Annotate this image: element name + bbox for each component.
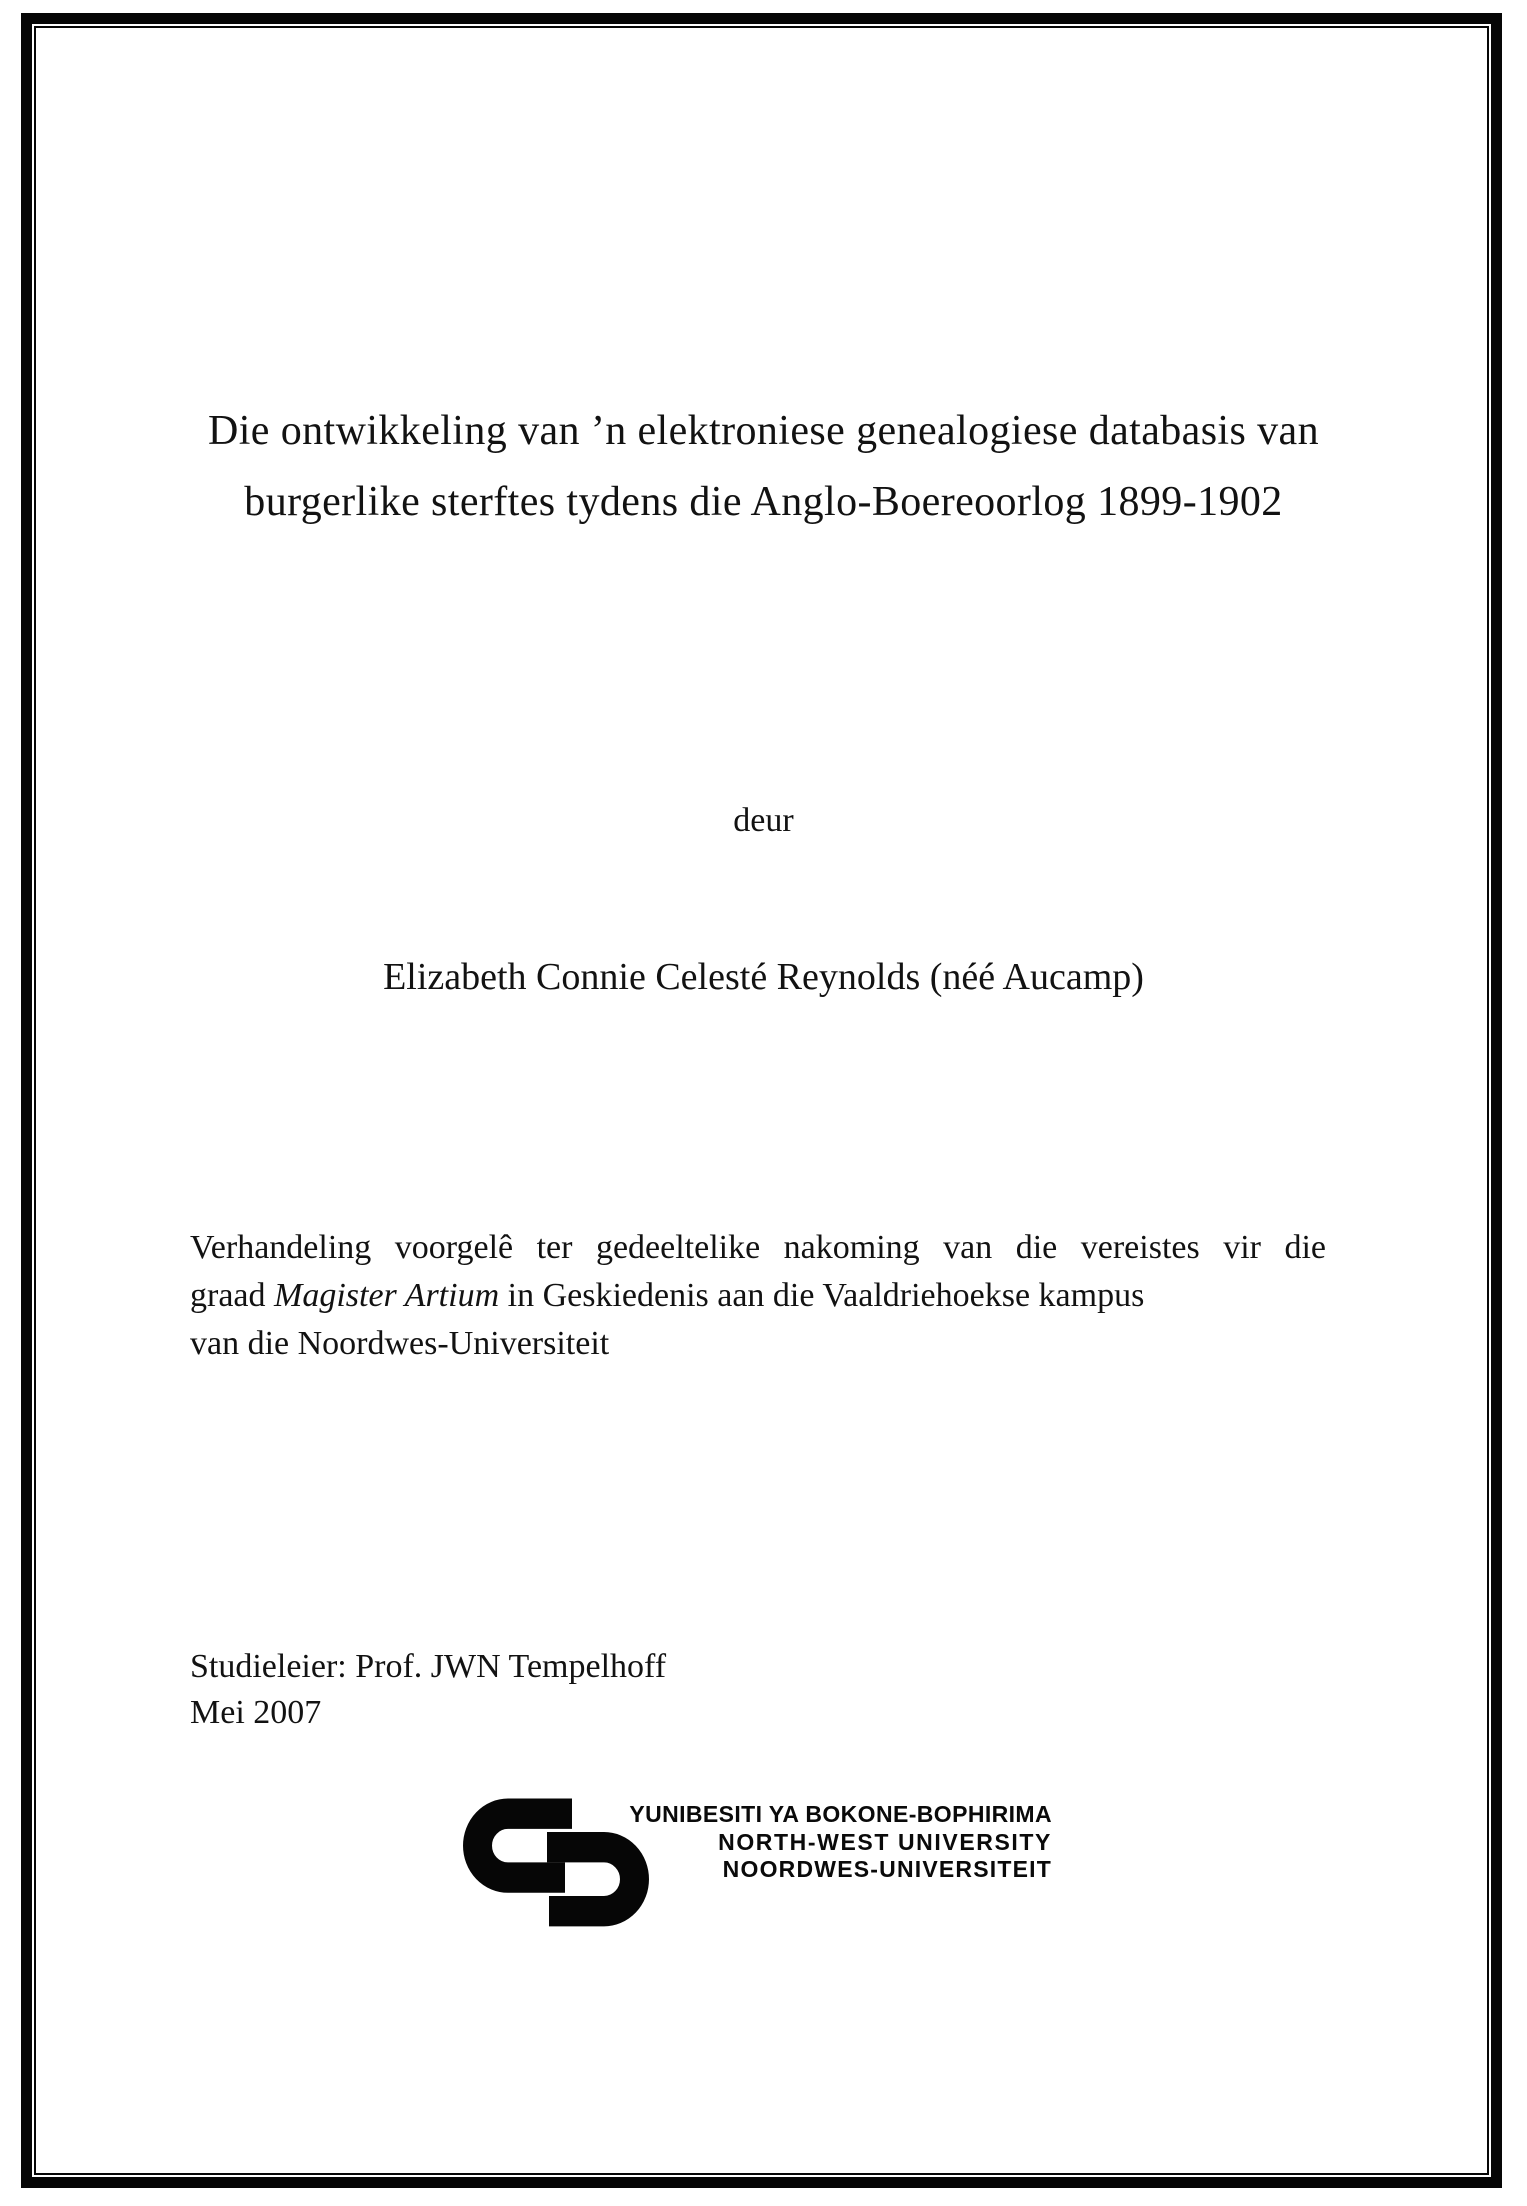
byline-deur: deur xyxy=(733,802,794,839)
university-name-block xyxy=(629,1801,1052,1884)
university-name-afrikaans: NOORDWES-UNIVERSITEIT xyxy=(722,1856,1052,1882)
nwu-chain-links-icon xyxy=(456,1798,656,1930)
submission-line2-pre: graad xyxy=(190,1277,275,1314)
submission-line1: Verhandeling voorgelê ter gedeeltelike nakoming van die vereistes vir die xyxy=(190,1229,1326,1266)
thesis-title-line2: burgerlike sterftes tydens die Anglo-Boereoorlog 1899-1902 xyxy=(244,479,1283,525)
date-line: Mei 2007 xyxy=(190,1694,322,1731)
thesis-title-line1: Die ontwikkeling van ’n elektroniese genealogiese databasis van xyxy=(207,408,1319,454)
thesis-title xyxy=(0,396,1527,538)
university-name-setswana: YUNIBESITI YA BOKONE-BOPHIRIMA xyxy=(629,1801,1052,1827)
submission-line2-post: in Geskiedenis aan die Vaaldriehoekse kampus xyxy=(499,1277,1145,1314)
submission-statement xyxy=(190,1224,1326,1368)
author-name: Elizabeth Connie Celesté Reynolds (néé Aucamp) xyxy=(383,956,1144,998)
degree-name-italic: Magister Artium xyxy=(274,1277,500,1314)
supervisor-line: Studieleier: Prof. JWN Tempelhoff xyxy=(190,1648,667,1685)
submission-line2 xyxy=(190,1272,1326,1320)
university-name-english: NORTH-WEST UNIVERSITY xyxy=(718,1828,1052,1855)
supervisor-block xyxy=(190,1644,666,1736)
submission-line3: van die Noordwes-Universiteit xyxy=(190,1325,610,1362)
